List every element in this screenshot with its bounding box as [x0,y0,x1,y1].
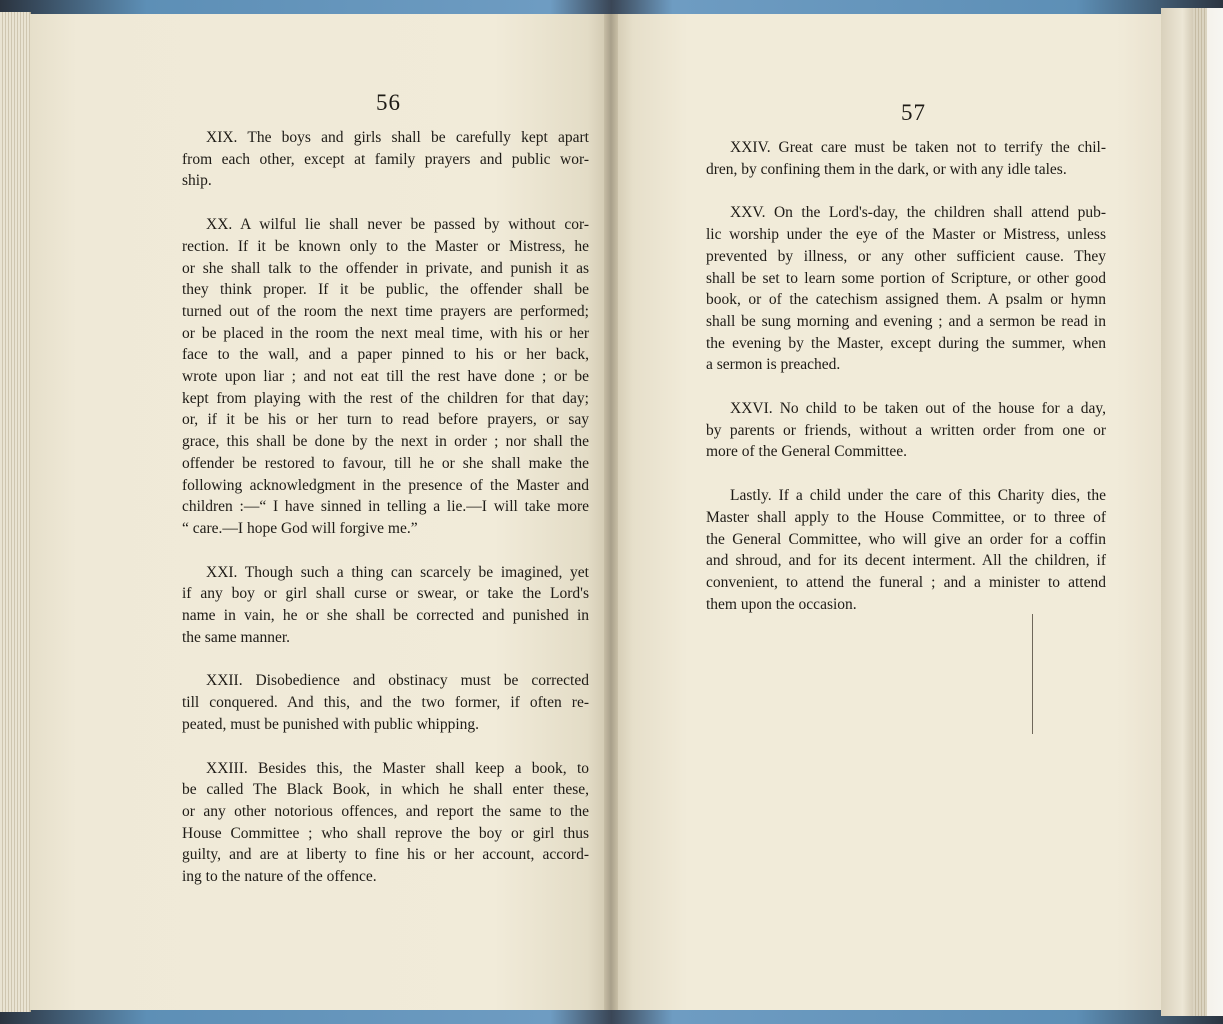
text-line: be called The Black Book, in which he shall enter these, [182,781,589,799]
text-line: they think proper. If it be public, the offender shall be [182,281,589,299]
paragraph [706,137,1106,180]
book-gutter [604,14,618,1010]
text-line: children :—“ I have sinned in telling a lie.—I will take more [182,498,589,516]
text-line: offender be restored to favour, till he or she shall make the [182,454,589,472]
text-line: book, or of the catechism assigned them. A psalm or hymn [706,291,1106,309]
text-line: XXVI. No child to be taken out of the house for a day, [730,400,1106,418]
paragraph [182,562,589,649]
text-line: XXV. On the Lord's-day, the children shall attend pub- [730,204,1106,222]
text-line: or, if it be his or her turn to read before prayers, or say [182,411,589,429]
text-line: face to the wall, and a paper pinned to his or her back, [182,346,589,364]
text-line: shall be sung morning and evening ; and a sermon be read in [706,312,1106,330]
paragraph [706,398,1106,463]
text-line: turned out of the room the next time prayers are performed; [182,302,589,320]
paragraph [182,127,589,192]
text-line: convenient, to attend the funeral ; and a minister to attend [706,573,1106,591]
text-line: or be placed in the room the next meal time, with his or her [182,324,589,342]
text-line: following acknowledgment in the presence of the Master and [182,476,589,494]
text-line: prevented by illness, or any other sufficient cause. They [706,247,1106,265]
text-line: Lastly. If a child under the care of this Charity dies, the [730,487,1106,505]
text-line: or she shall talk to the offender in private, and punish it as [182,259,589,277]
text-line: or any other notorious offences, and report the same to the [182,802,589,820]
page-number: 57 [901,100,926,125]
text-line: by parents or friends, without a written order from one or [706,421,1106,439]
text-line: guilty, and are at liberty to fine his or her account, accord- [182,846,589,864]
page-number: 56 [376,90,401,115]
text-line: the same manner. [182,628,291,646]
text-line: ship. [182,172,212,190]
text-line: XX. A wilful lie shall never be passed by without cor- [206,216,589,234]
right-page [611,14,1161,1010]
paragraph [706,485,1106,615]
text-line: peated, must be punished with public whipping. [182,715,480,733]
paragraph [182,758,589,888]
left-page-text [182,127,589,888]
text-line: XXIV. Great care must be taken not to terrify the chil- [730,139,1106,156]
paragraph [182,670,589,735]
text-line: ing to the nature of the offence. [182,868,377,886]
text-line: more of the General Committee. [706,443,908,461]
text-line: them upon the occasion. [706,595,857,613]
text-line: shall be set to learn some portion of Scripture, or other good [706,269,1106,287]
text-line: kept from playing with the rest of the children for that day; [182,389,589,407]
text-line: name in vain, he or she shall be corrected and punished in [182,607,589,625]
text-line: XXI. Though such a thing can scarcely be imagined, yet [206,563,589,581]
text-line: the General Committee, who will give an order for a coffin [706,530,1106,548]
paragraph [182,214,589,540]
text-line: XXIII. Besides this, the Master shall keep a book, to [206,759,589,777]
text-line: wrote upon liar ; and not eat till the rest have done ; or be [182,368,589,386]
show-through-mark [1032,614,1033,734]
text-line: dren, by confining them in the dark, or with any idle tales. [706,160,1067,178]
text-line: XIX. The boys and girls shall be carefully kept apart [206,129,589,146]
right-page-edges [1161,8,1223,1016]
left-page [30,14,611,1010]
text-line: till conquered. And this, and the two former, if often re- [182,694,589,712]
open-book [0,8,1223,1016]
text-line: XXII. Disobedience and obstinacy must be corrected [206,672,589,690]
text-line: the evening by the Master, except during the summer, when [706,334,1106,352]
left-page-edges [0,12,31,1012]
text-line: Master shall apply to the House Committee, or to three of [706,508,1106,526]
text-line: from each other, except at family prayers and public wor- [182,150,589,168]
text-line: grace, this shall be done by the next in order ; nor shall the [182,433,589,451]
text-line: and shroud, and for its decent interment. All the children, if [706,552,1106,570]
text-line: House Committee ; who shall reprove the boy or girl thus [182,824,589,842]
text-line: rection. If it be known only to the Master or Mistress, he [182,237,589,255]
text-line: lic worship under the eye of the Master or Mistress, unless [706,226,1106,244]
text-line: if any boy or girl shall curse or swear, or take the Lord's [182,585,589,603]
text-line: “ care.—I hope God will forgive me.” [182,519,418,537]
paragraph [706,202,1106,376]
right-page-text [706,137,1106,615]
text-line: a sermon is preached. [706,356,841,374]
